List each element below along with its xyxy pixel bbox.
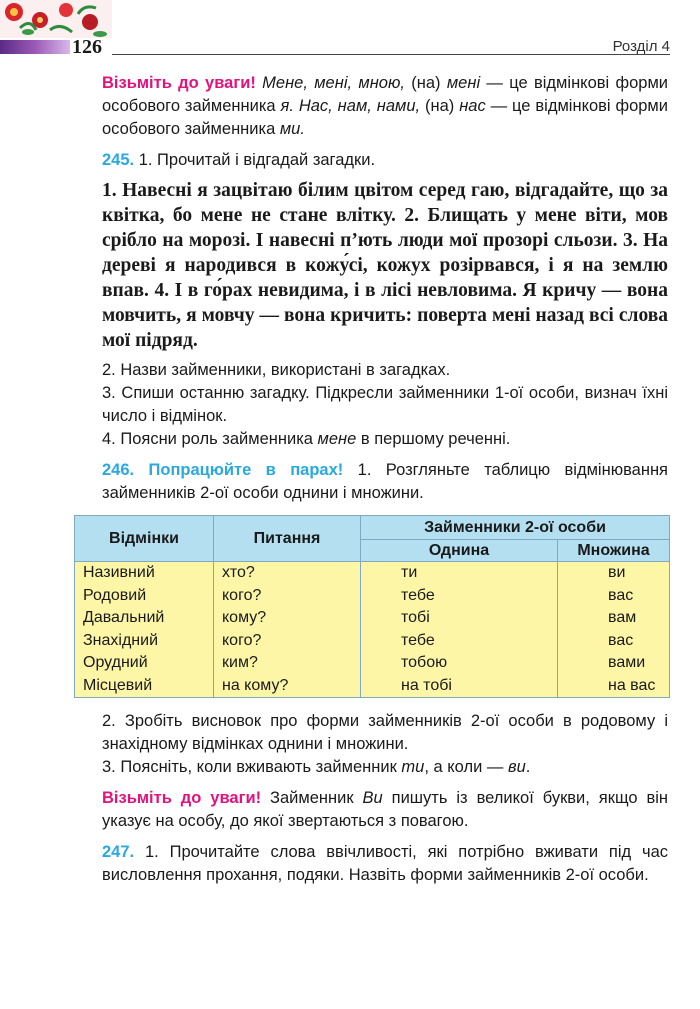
riddles-text: 1. Навесні я зацвітаю білим цвітом серед гаю, відгадайте, що за квітка, бо мене не стане влітку. 2. Блищать у мене віти, мов срібло на морозі. І навесні п’ють люди мої прозорі сльози. 3. На дереві я народився в кожу́сі, кожух розірвався, і я на землю впав. 4. І в го́рах невидима, і в лісі невловима. Я кричу — вона мовчить, я мовчу — вона кричить: поверта мені назад всі слова мої підряд. — [102, 180, 668, 351]
note-2-text: пишуть із великої букви, якщо він указує на особу, до якої звертаються з повагою. — [102, 789, 668, 830]
cell-plural: вас — [558, 630, 670, 653]
note-1-text: ми. — [279, 120, 305, 138]
section-label: Розділ 4 — [612, 38, 670, 55]
cell-question: кому? — [214, 607, 361, 630]
note-2-text: Займенник — [261, 789, 363, 807]
cell-question: кого? — [214, 585, 361, 608]
exercise-245-q4 — [102, 428, 668, 451]
col-header-question: Питання — [214, 516, 361, 562]
q3-text: ви — [507, 758, 526, 776]
cell-question: кого? — [214, 630, 361, 653]
cell-plural: ви — [558, 562, 670, 585]
q4-text: в першому реченні. — [356, 430, 511, 448]
note-1-text: (на) — [420, 97, 460, 115]
cell-case: Місцевий — [75, 675, 214, 698]
cell-case: Родовий — [75, 585, 214, 608]
exercise-245-q3: 3. Спиши останню загадку. Підкресли займенники 1-ої особи, визнач їхні число і відмінок. — [102, 384, 668, 425]
cell-singular: тобі — [361, 607, 558, 630]
exercise-246-label: Попрацюйте в парах! — [134, 461, 344, 479]
header-color-bar — [0, 40, 70, 54]
q3-text: ти — [401, 758, 425, 776]
cell-case: Знахідний — [75, 630, 214, 653]
floral-ornament — [0, 0, 112, 38]
q3-text: . — [525, 758, 531, 776]
exercise-246-number: 246. — [102, 461, 135, 479]
note-1-text: нас — [459, 97, 486, 115]
note-1-text: — це відмінкові форми особового займенника — [102, 74, 669, 115]
col-header-singular: Однина — [361, 540, 558, 562]
note-2-text: Ви — [362, 789, 383, 807]
exercise-245-task — [102, 149, 668, 172]
exercise-246-q2: 2. Зробіть висновок про форми займенників 2-ої особи в родовому і знахідному відмінках однини і множини. — [102, 712, 668, 753]
cell-plural: вас — [558, 585, 670, 608]
exercise-246-task — [102, 459, 668, 505]
note-1-text: (на) — [404, 74, 447, 92]
q3-text: 3. Поясніть, коли вживають займенник — [102, 758, 402, 776]
note-2-label: Візьміть до уваги! — [102, 789, 262, 807]
exercise-246-q3 — [102, 756, 668, 779]
note-1-text: Нас, нам, нами, — [298, 97, 421, 115]
table-row — [75, 630, 670, 653]
q4-text: мене — [317, 430, 357, 448]
note-1-text: Мене, мені, мною, — [262, 74, 405, 92]
declension-table — [74, 515, 670, 698]
cell-case: Давальний — [75, 607, 214, 630]
cell-case: Орудний — [75, 652, 214, 675]
page-number: 126 — [72, 36, 102, 58]
page-content — [83, 72, 669, 887]
note-2 — [102, 787, 668, 833]
cell-plural: вам — [558, 607, 670, 630]
col-header-group: Займенники 2-ої особи — [361, 516, 670, 540]
header-rule — [112, 54, 670, 55]
q4-text: 4. Поясни роль займенника — [102, 430, 318, 448]
col-header-case: Відмінки — [75, 516, 214, 562]
cell-question: ким? — [214, 652, 361, 675]
col-header-plural: Множина — [558, 540, 670, 562]
table-row — [75, 585, 670, 608]
exercise-247-task — [102, 841, 668, 887]
exercise-247-task-text: 1. Прочитайте слова ввічливості, які потрібно вживати під час висловлення прохання, подяки. Назвіть форми займенників 2-ої особи. — [102, 843, 668, 884]
exercise-245-number: 245. — [102, 151, 135, 169]
table-row — [75, 675, 670, 698]
note-1-text: мені — [446, 74, 481, 92]
cell-question: на кому? — [214, 675, 361, 698]
exercise-246-task-text: 1. Розгляньте таблицю відмінювання займенників 2-ої особи однини і множини. — [102, 461, 668, 502]
note-1 — [102, 72, 668, 141]
note-1-text: — це відмінкові форми особового займенника — [102, 97, 668, 138]
cell-question: хто? — [214, 562, 361, 585]
q3-text: , а коли — — [424, 758, 508, 776]
cell-singular: тебе — [361, 630, 558, 653]
table-row — [75, 652, 670, 675]
table-row — [75, 562, 670, 585]
table-row — [75, 607, 670, 630]
note-1-label: Візьміть до уваги! — [102, 74, 256, 92]
cell-plural: на вас — [558, 675, 670, 698]
exercise-247-number: 247. — [102, 843, 135, 861]
cell-singular: ти — [361, 562, 558, 585]
cell-singular: тобою — [361, 652, 558, 675]
exercise-245-q2: 2. Назви займенники, використані в загадках. — [102, 361, 451, 379]
cell-case: Називний — [75, 562, 214, 585]
exercise-245-task-text: 1. Прочитай і відгадай загадки. — [134, 151, 376, 169]
cell-plural: вами — [558, 652, 670, 675]
note-1-text: я. — [280, 97, 294, 115]
cell-singular: на тобі — [361, 675, 558, 698]
cell-singular: тебе — [361, 585, 558, 608]
